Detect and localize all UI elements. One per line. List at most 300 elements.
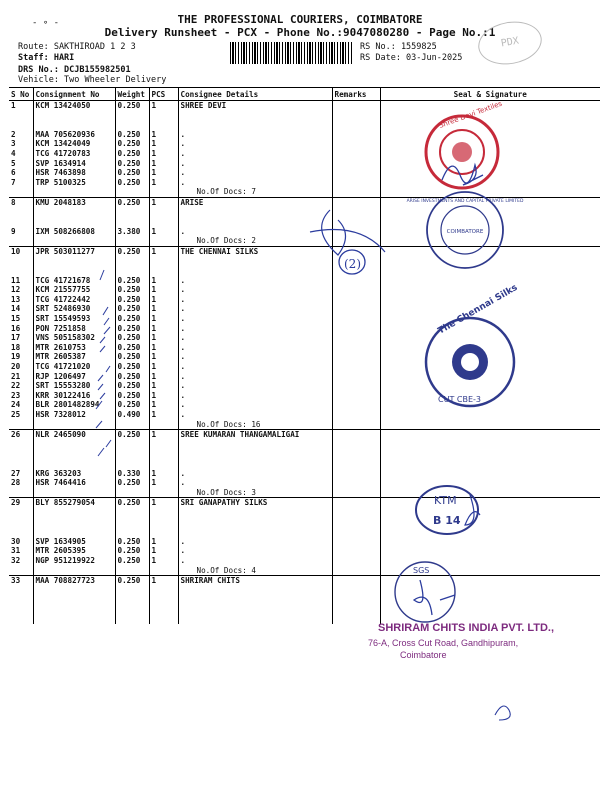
cell-consignment [33,257,115,267]
cell-sno: 33 [9,576,33,586]
cell-consignee [178,595,332,605]
cell-seal [380,304,600,314]
cell-pcs: 1 [149,537,178,547]
cell-weight: 0.250 [115,178,149,188]
cell-remarks [332,614,380,624]
cell-remarks [332,459,380,469]
cell-consignment [33,449,115,459]
cell-consignee: . [178,178,332,188]
cell-consignee: . [178,556,332,566]
cell-consignee: . [178,304,332,314]
cell-consignee: . [178,352,332,362]
cell-pcs [149,111,178,121]
cell-remarks [332,546,380,556]
cell-consignment: KRR 30122416 [33,391,115,401]
table-row-docs [9,236,600,246]
table-row [9,120,600,130]
cell-seal [380,556,600,566]
cell-sno: 25 [11,410,21,419]
cell-seal [380,276,600,286]
cell-consignee: . [178,149,332,159]
cell-consignment: SRT 52486930 [33,304,115,314]
table-row-group [9,101,600,111]
cell-consignment [33,266,115,276]
cell-seal [380,518,600,528]
chennai-branch-text: CUT CBE-3 [438,395,481,404]
cell-sno: 2 [11,129,16,139]
table-row-group [9,576,600,586]
table-row [9,546,600,556]
cell-consignee: . [178,372,332,382]
table-row [9,449,600,459]
cell-sno: 16 [11,323,21,333]
cell-consignment: SVP 1634914 [33,159,115,169]
cell-weight: 0.250 [115,391,149,401]
cell-pcs [149,566,178,576]
cell-pcs: 1 [149,324,178,334]
cell-sno [9,527,33,537]
cell-consignment: VNS 505158302 [33,333,115,343]
corner-stamp: PDX [475,17,545,69]
cell-consignee: SRI GANAPATHY SILKS [178,498,332,508]
cell-sno: 21 [11,371,21,381]
cell-consignment: HSR 7464416 [33,478,115,488]
cell-seal [380,527,600,537]
cell-weight [115,449,149,459]
cell-remarks [332,343,380,353]
cell-consignee: . [178,410,332,420]
cell-seal [380,362,600,372]
cell-seal [380,508,600,518]
runsheet-title: Delivery Runsheet - PCX - Phone No.:9047080280 - Page No.:1 [104,26,496,39]
cell-sno [9,236,33,246]
cell-pcs: 1 [149,139,178,149]
cell-remarks [332,111,380,121]
cell-consignee: No.Of Docs: 3 [178,488,332,498]
chennai-silks-text: The Chennai Silks [436,282,520,337]
cell-consignment: MAA 705620936 [33,130,115,140]
header-tick-mark: - ∘ - [32,18,60,28]
cell-remarks [332,362,380,372]
table-row [9,149,600,159]
cell-consignment: PON 7251858 [33,324,115,334]
cell-consignment: TCG 41721678 [33,276,115,286]
cell-consignment: MTR 2605387 [33,352,115,362]
cell-pcs: 1 [149,159,178,169]
cell-sno: 19 [11,352,21,362]
cell-remarks [332,168,380,178]
cell-pcs: 1 [149,285,178,295]
cell-seal [380,139,600,149]
cell-seal [380,595,600,605]
cell-weight [115,266,149,276]
cell-consignee [178,111,332,121]
cell-remarks [332,469,380,479]
cell-sno: 5 [11,158,16,168]
table-row [9,362,600,372]
cell-consignee: . [178,159,332,169]
cell-consignment: TRP 5100325 [33,178,115,188]
cell-pcs [149,120,178,130]
cell-sno: 28 [11,478,21,488]
cell-pcs: 1 [149,130,178,140]
table-row [9,527,600,537]
cell-remarks [332,236,380,246]
cell-consignee [178,518,332,528]
cell-sno: 27 [11,468,21,478]
table-row-group [9,498,600,508]
cell-seal [380,400,600,410]
cell-weight: 0.250 [115,101,149,111]
cell-consignment: HSR 7328012 [33,410,115,420]
cell-remarks [332,527,380,537]
cell-consignee: . [178,391,332,401]
cell-remarks [332,566,380,576]
cell-pcs: 1 [149,391,178,401]
cell-remarks [332,246,380,256]
cell-pcs [149,266,178,276]
table-row [9,111,600,121]
cell-consignee: . [178,362,332,372]
cell-remarks [332,537,380,547]
cell-seal [380,178,600,188]
cell-seal [380,469,600,479]
table-row [9,518,600,528]
cell-remarks [332,159,380,169]
cell-remarks [332,197,380,207]
table-row [9,257,600,267]
cell-consignment: MTR 2610753 [33,343,115,353]
cell-consignment [33,518,115,528]
cell-sno: 7 [11,177,16,187]
cell-pcs: 1 [149,362,178,372]
cell-weight [115,586,149,596]
cell-seal [380,459,600,469]
cell-remarks [332,208,380,218]
cell-pcs: 1 [149,314,178,324]
cell-consignment: RJP 1206497 [33,372,115,382]
table-row [9,391,600,401]
cell-seal [380,488,600,498]
cell-sno [9,614,33,624]
cell-consignment: IXM 508266808 [33,227,115,237]
cell-seal [380,420,600,430]
table-row [9,605,600,615]
cell-pcs: 1 [149,276,178,286]
shriram-stamp-name: SHRIRAM CHITS INDIA PVT. LTD., [378,622,554,634]
cell-seal [380,352,600,362]
cell-consignment: KCM 13424049 [33,139,115,149]
cell-consignee [178,120,332,130]
cell-weight [115,257,149,267]
cell-pcs [149,518,178,528]
cell-remarks [332,130,380,140]
cell-pcs [149,236,178,246]
table-row [9,266,600,276]
cell-consignment: HSR 7463898 [33,168,115,178]
cell-consignee: No.Of Docs: 16 [178,420,332,430]
cell-pcs: 1 [149,197,178,207]
cell-pcs: 1 [149,295,178,305]
barcode-image [230,42,352,64]
cell-weight: 0.250 [115,314,149,324]
cell-pcs [149,187,178,197]
cell-sno: 12 [11,285,21,295]
cell-consignee [178,208,332,218]
cell-weight: 0.250 [115,546,149,556]
cell-weight [115,187,149,197]
cell-consignee: SHRIRAM CHITS [178,576,332,586]
cell-consignment: MTR 2605395 [33,546,115,556]
cell-pcs [149,527,178,537]
cell-weight [115,518,149,528]
cell-weight: 0.250 [115,372,149,382]
cell-consignment: KRG 363203 [33,469,115,479]
cell-sno: 11 [11,275,21,285]
col-seal: Seal & Signature [380,88,600,101]
cell-consignment [33,420,115,430]
cell-sno: 30 [11,536,21,546]
cell-seal [380,566,600,576]
table-row [9,178,600,188]
ktm-b-text: B 14 [433,514,461,527]
cell-consignee: . [178,314,332,324]
cell-seal [380,314,600,324]
cell-seal [380,324,600,334]
cell-remarks [332,420,380,430]
cell-remarks [332,391,380,401]
cell-sno: 23 [11,390,21,400]
ktm-text: KTM [434,494,457,507]
cell-remarks [332,595,380,605]
cell-consignee [178,508,332,518]
table-row [9,276,600,286]
cell-sno: 22 [11,381,21,391]
table-row [9,227,600,237]
cell-pcs: 1 [149,576,178,586]
cell-pcs: 1 [149,400,178,410]
cell-sno [9,605,33,615]
col-pcs: PCS [149,88,178,101]
cell-consignment: KCM 21557755 [33,285,115,295]
cell-pcs: 1 [149,381,178,391]
table-row-group [9,246,600,256]
cell-consignee: . [178,130,332,140]
cell-remarks [332,257,380,267]
cell-consignment: TCG 41721020 [33,362,115,372]
cell-consignee [178,440,332,450]
cell-seal [380,236,600,246]
cell-pcs: 1 [149,469,178,479]
cell-remarks [332,187,380,197]
cell-sno [9,449,33,459]
cell-seal [380,227,600,237]
cell-weight: 0.330 [115,469,149,479]
cell-consignee: . [178,276,332,286]
table-row [9,556,600,566]
table-row-group [9,430,600,440]
cell-remarks [332,314,380,324]
rs-date: RS Date: 03-Jun-2025 [360,53,463,63]
cell-weight [115,459,149,469]
cell-consignment: SRT 15553280 [33,381,115,391]
cell-seal [380,478,600,488]
handwritten-note: (2) [344,257,361,271]
cell-pcs [149,488,178,498]
cell-weight: 0.250 [115,168,149,178]
cell-pcs [149,449,178,459]
cell-weight: 0.250 [115,537,149,547]
cell-consignee [178,217,332,227]
cell-seal [380,266,600,276]
cell-consignee [178,605,332,615]
cell-weight: 0.250 [115,285,149,295]
cell-weight [115,440,149,450]
cell-consignment [33,111,115,121]
cell-sno: 1 [11,101,16,110]
cell-sno [9,120,33,130]
cell-weight: 0.250 [115,139,149,149]
cell-consignee: . [178,295,332,305]
table-row [9,208,600,218]
sgs-text: SGS [413,566,430,575]
cell-seal [380,546,600,556]
shree-devi-seal-text: Shree Devi Textiles [437,99,504,130]
cell-weight: 0.250 [115,149,149,159]
cell-weight: 0.250 [115,304,149,314]
cell-weight [115,566,149,576]
cell-seal [380,101,600,111]
cell-consignee: No.Of Docs: 7 [178,187,332,197]
table-row [9,343,600,353]
cell-seal [380,187,600,197]
cell-pcs: 1 [149,546,178,556]
arise-seal-city: COIMBATORE [446,229,484,235]
cell-consignment: SVP 1634905 [33,537,115,547]
cell-sno [9,595,33,605]
cell-weight [115,111,149,121]
cell-weight [115,614,149,624]
cell-weight: 0.250 [115,430,149,440]
cell-pcs: 1 [149,178,178,188]
cell-remarks [332,217,380,227]
cell-pcs: 1 [149,333,178,343]
cell-remarks [332,449,380,459]
table-row [9,469,600,479]
cell-consignee: . [178,400,332,410]
cell-remarks [332,266,380,276]
cell-seal [380,197,600,207]
cell-consignee: . [178,285,332,295]
cell-seal [380,246,600,256]
cell-pcs [149,586,178,596]
table-row [9,459,600,469]
cell-sno [9,566,33,576]
cell-consignee [178,586,332,596]
cell-consignment [33,120,115,130]
table-row [9,159,600,169]
cell-consignment [33,614,115,624]
cell-seal [380,208,600,218]
col-weight: Weight [115,88,149,101]
cell-weight [115,488,149,498]
cell-consignee: . [178,546,332,556]
cell-seal [380,343,600,353]
cell-weight [115,120,149,130]
cell-consignment: NLR 2465090 [33,430,115,440]
cell-weight: 0.250 [115,295,149,305]
rs-number: RS No.: 1559825 [360,42,437,52]
table-body [9,101,600,625]
cell-sno [9,440,33,450]
cell-consignee: . [178,333,332,343]
cell-consignee: . [178,478,332,488]
cell-consignment [33,508,115,518]
company-title: THE PROFESSIONAL COURIERS, COIMBATORE [177,13,423,26]
cell-remarks [332,227,380,237]
cell-consignment: BLR 2801482894 [33,400,115,410]
table-row [9,217,600,227]
cell-weight: 0.250 [115,324,149,334]
cell-consignee [178,459,332,469]
cell-consignee: . [178,139,332,149]
cell-consignee: . [178,381,332,391]
cell-consignee: No.Of Docs: 4 [178,566,332,576]
cell-sno: 18 [11,342,21,352]
table-row [9,595,600,605]
cell-pcs [149,614,178,624]
cell-consignee: . [178,343,332,353]
table-row-docs [9,488,600,498]
cell-weight: 0.250 [115,276,149,286]
cell-pcs: 1 [149,478,178,488]
cell-remarks [332,372,380,382]
cell-consignee: No.Of Docs: 2 [178,236,332,246]
cell-remarks [332,605,380,615]
cell-seal [380,257,600,267]
cell-sno: 24 [11,400,21,410]
cell-weight [115,208,149,218]
cell-seal [380,498,600,508]
table-row [9,478,600,488]
cell-seal [380,391,600,401]
cell-sno: 15 [11,314,21,324]
table-row [9,324,600,334]
cell-seal [380,111,600,121]
cell-consignment [33,440,115,450]
cell-pcs [149,208,178,218]
table-header-row [9,88,600,101]
cell-remarks [332,381,380,391]
cell-sno: 9 [11,226,16,236]
cell-weight: 0.250 [115,246,149,256]
cell-pcs [149,440,178,450]
table-row [9,440,600,450]
cell-seal [380,285,600,295]
cell-weight: 0.250 [115,556,149,566]
cell-weight: 0.250 [115,197,149,207]
table-row [9,314,600,324]
cell-seal [380,333,600,343]
cell-pcs [149,605,178,615]
cell-sno: 26 [9,430,33,440]
cell-pcs: 1 [149,372,178,382]
cell-sno [9,459,33,469]
table-row [9,168,600,178]
cell-seal [380,537,600,547]
cell-consignee [178,527,332,537]
cell-weight: 0.250 [115,333,149,343]
